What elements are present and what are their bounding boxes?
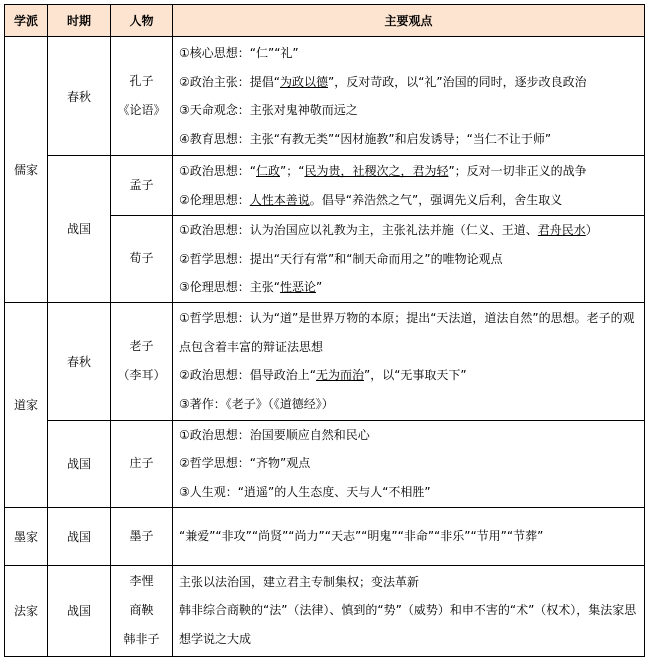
table-row [5, 507, 645, 565]
person-cell [111, 37, 173, 156]
view-text: ①政治思想：“ [179, 164, 256, 178]
view-text: ” [316, 280, 323, 294]
table-row [5, 156, 645, 216]
view-text: ③天命观念：主张对鬼神敬而远之 [179, 103, 358, 117]
view-text: ①政治思想：治国要顺应自然和民心 [179, 427, 370, 442]
person-name: 孟子 [129, 178, 154, 192]
view-text: ） [585, 223, 598, 237]
key-term: 仁政 [255, 164, 280, 178]
key-term: 人性本善说 [249, 192, 310, 207]
school-cell: 道家 [5, 302, 48, 507]
view-text: 。倡导“养浩然之气”，强调先义后利，舍生取义 [309, 192, 563, 207]
view-line [179, 478, 638, 507]
view-line [179, 273, 638, 302]
school-cell: 法家 [5, 565, 48, 656]
key-term: 性恶论 [279, 280, 316, 294]
view-text: ”，反对苛政，以“礼”治国的同时，逐步改良政治 [328, 74, 587, 89]
view-text: 韩非综合商鞅的“法”（法律）、慎到的“势”（威势）和申不害的“术”（权术），集法家思想学说之大成 [179, 603, 637, 646]
person-name: 李悝 [129, 574, 154, 588]
view-text: ②政治主张：提倡“ [179, 74, 280, 89]
view-line [179, 245, 638, 274]
view-line [179, 596, 638, 653]
period-cell: 战国 [48, 156, 111, 303]
view-text: ②哲学思想：提出“天行有常”和“制天命而用之”的唯物论观点 [179, 251, 503, 266]
key-term: 君舟民水 [537, 223, 586, 237]
view-text: ③著作：《老子》（《道德经》） [179, 396, 334, 411]
view-line [179, 522, 638, 551]
header-views: 主要观点 [173, 5, 645, 37]
view-text: ①政治思想：认为治国应以礼教为主，主张礼法并施（仁义、王道、 [179, 223, 538, 237]
view-text: ③伦理思想：主张“ [179, 280, 280, 294]
view-text: ①哲学思想：认为“道”是世界万物的本原；提出“天法道，道法自然”的思想。老子的观点包含着丰富的辩证法思想 [179, 311, 635, 354]
views-cell [173, 565, 645, 656]
view-text: ”，以“无事取天下” [364, 368, 467, 382]
view-text: “兼爱”“非攻”“尚贤”“尚力”“天志”“明鬼”“非命”“非乐”“节用”“节葬” [179, 528, 544, 543]
philosophy-schools-table [4, 4, 645, 657]
views-cell [173, 507, 645, 565]
person-cell [111, 216, 173, 303]
views-cell [173, 302, 645, 420]
view-text: ②哲学思想：“齐物”观点 [179, 456, 311, 471]
person-name: 墨子 [129, 528, 154, 543]
view-text: ②政治思想：倡导政治上“ [179, 368, 316, 382]
views-cell [173, 216, 645, 303]
view-text: ④教育思想：主张“有教无类”“因材施教”和启发诱导；“当仁不让于师” [179, 131, 552, 146]
view-line [179, 68, 638, 97]
table-row [5, 37, 645, 156]
view-line [179, 568, 638, 597]
school-cell: 儒家 [5, 37, 48, 303]
period-cell: 春秋 [48, 302, 111, 420]
person-cell [111, 302, 173, 420]
view-text: ”；“ [280, 164, 305, 178]
person-name: 老子 [129, 339, 154, 353]
view-text: ”；反对一切非正义的战争 [448, 164, 587, 178]
header-school: 学派 [5, 5, 48, 37]
key-term: 无为而治 [315, 368, 364, 382]
header-row [5, 5, 645, 37]
view-line [179, 421, 638, 450]
table-row [5, 420, 645, 507]
person-name: 荀子 [129, 251, 154, 266]
view-text: 主张以法治国，建立君主专制集权；变法革新 [179, 574, 420, 589]
view-line [179, 186, 638, 215]
school-cell: 墨家 [5, 507, 48, 565]
header-person: 人物 [111, 5, 173, 37]
view-line [179, 361, 638, 390]
person-name: 韩非子 [123, 632, 160, 646]
person-name: 孔子 [129, 74, 154, 88]
view-line [179, 157, 638, 186]
view-line [179, 390, 638, 419]
view-text: ①核心思想：“仁”“礼” [179, 46, 299, 60]
period-cell: 战国 [48, 507, 111, 565]
table-row [5, 302, 645, 420]
view-line [179, 216, 638, 245]
period-cell: 春秋 [48, 37, 111, 156]
view-text: ②伦理思想： [179, 192, 250, 207]
view-line [179, 39, 638, 68]
view-line [179, 96, 638, 125]
views-cell [173, 420, 645, 507]
person-cell [111, 565, 173, 656]
person-name: 《论语》 [117, 103, 166, 117]
period-cell: 战国 [48, 420, 111, 507]
view-line [179, 304, 638, 361]
view-line [179, 125, 638, 154]
key-term: 民为贵，社稷次之，君为轻 [304, 164, 449, 178]
person-name: 庄子 [129, 456, 154, 470]
person-cell [111, 420, 173, 507]
view-text: ③人生观：“逍遥”的人生态度、天与人“不相胜” [179, 484, 431, 499]
table-row [5, 565, 645, 656]
views-cell [173, 156, 645, 216]
person-name: （李耳） [117, 368, 166, 382]
person-cell [111, 507, 173, 565]
view-line [179, 449, 638, 478]
person-cell [111, 156, 173, 216]
person-name: 商鞅 [129, 603, 154, 617]
header-period: 时期 [48, 5, 111, 37]
views-cell [173, 37, 645, 156]
key-term: 为政以德 [279, 74, 328, 89]
period-cell: 战国 [48, 565, 111, 656]
